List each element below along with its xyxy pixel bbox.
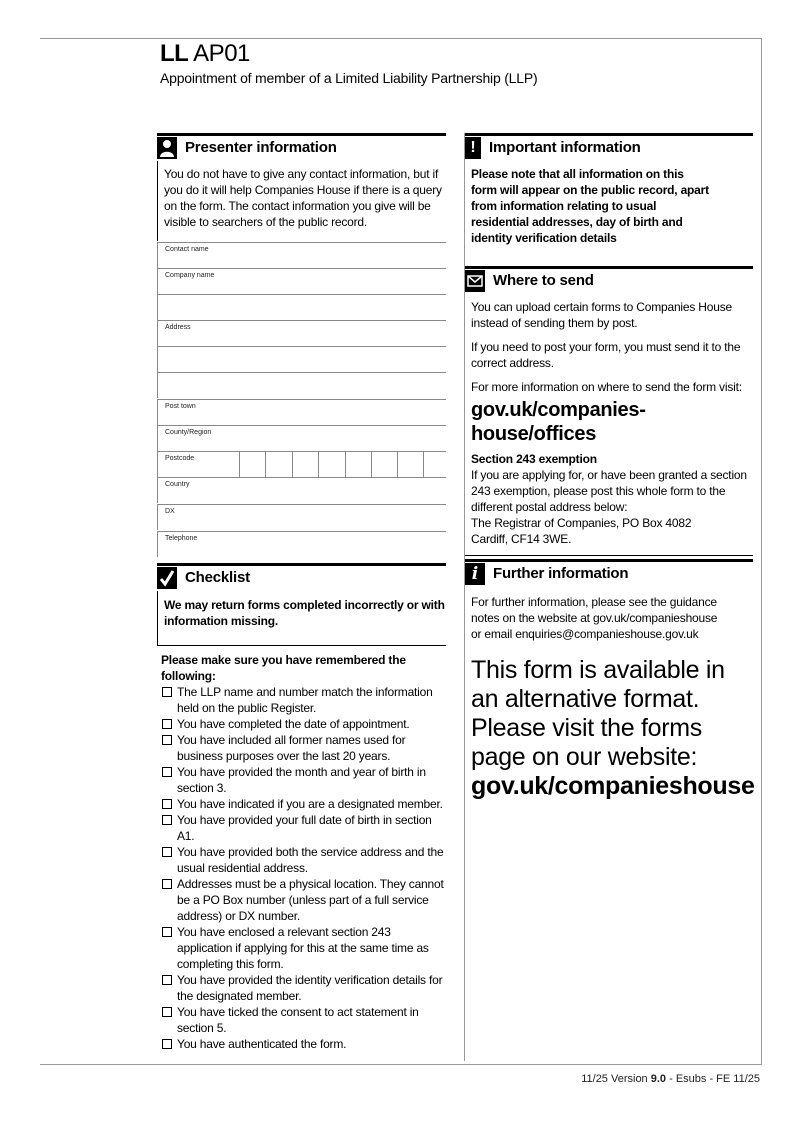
dx-field[interactable]	[157, 504, 446, 530]
further-body	[471, 594, 756, 801]
checkbox[interactable]	[162, 1039, 172, 1049]
form-header	[160, 40, 537, 87]
checklist-item-text: The LLP name and number match the information held on the public Register.	[177, 685, 433, 715]
further-title: Further information	[493, 565, 629, 582]
where-to-send-bottom-rule	[465, 555, 753, 556]
checklist-item-text: You have provided your full date of birth in section A1.	[177, 813, 432, 843]
address-field-line2[interactable]	[157, 346, 446, 372]
checklist-item-text: You have provided the identity verification details for the designated member.	[177, 973, 443, 1003]
right-rule	[761, 38, 762, 1065]
checklist-item[interactable]	[161, 812, 446, 844]
upload-note: You can upload certain forms to Companies House instead of sending them by post.	[471, 300, 732, 330]
checklist-warning-border	[157, 591, 158, 646]
presenter-title: Presenter information	[185, 139, 337, 156]
checklist-item[interactable]	[161, 876, 446, 924]
footer-date: 11/25 Version	[581, 1073, 648, 1085]
address-line-1: The Registrar of Companies, PO Box 4082	[471, 516, 692, 530]
footer-suffix: - Esubs - FE 11/25	[669, 1073, 760, 1085]
checkbox[interactable]	[162, 719, 172, 729]
presenter-header	[157, 133, 446, 159]
checkbox[interactable]	[162, 815, 172, 825]
checklist-warning-rule	[157, 645, 446, 646]
postcode-box-3[interactable]	[292, 452, 316, 477]
checkbox[interactable]	[162, 1007, 172, 1017]
top-rule	[40, 38, 762, 39]
checklist-item-text: You have indicated if you are a designated member.	[177, 797, 443, 811]
postcode-box-5[interactable]	[345, 452, 369, 477]
postcode-box-2[interactable]	[265, 452, 289, 477]
version-footer	[581, 1073, 760, 1085]
checklist-item[interactable]	[161, 972, 446, 1004]
info-icon: i	[465, 563, 485, 585]
company-name-field[interactable]	[157, 268, 446, 294]
checklist-item-text: Addresses must be a physical location. They cannot be a PO Box number (unless part of a full service address) or DX number.	[177, 877, 444, 923]
important-title: Important information	[489, 139, 641, 156]
checklist-list	[161, 684, 446, 1052]
checklist-item[interactable]	[161, 716, 446, 732]
further-line-1: For further information, please see the guidance	[471, 595, 717, 609]
bottom-rule	[40, 1064, 762, 1065]
checkbox[interactable]	[162, 927, 172, 937]
checklist-item-text: You have included all former names used for business purposes over the last 20 years.	[177, 733, 406, 763]
further-line-2: notes on the website at gov.uk/companieshouse	[471, 611, 718, 625]
postcode-box-7[interactable]	[397, 452, 421, 477]
tick-icon	[157, 567, 177, 589]
postcode-box-8[interactable]	[423, 452, 447, 477]
important-panel	[465, 133, 753, 159]
exemption-text: If you are applying for, or have been granted a section 243 exemption, please post this whole form to the different postal address below:	[471, 468, 747, 514]
form-code	[160, 40, 537, 68]
alt-format-text: This form is available in an alternative format. Please visit the forms page on our website:	[471, 656, 725, 771]
form-prefix: LL	[160, 40, 189, 67]
post-note: If you need to post your form, you must send it to the correct address.	[471, 340, 741, 370]
important-header	[465, 133, 753, 159]
post-town-field[interactable]	[157, 399, 446, 425]
checkbox[interactable]	[162, 767, 172, 777]
address-field-line3[interactable]	[157, 372, 446, 398]
postcode-label: Postcode	[165, 455, 195, 462]
checklist-title: Checklist	[185, 569, 250, 586]
postcode-box-1[interactable]	[239, 452, 263, 477]
presenter-intro-border	[157, 161, 158, 241]
more-info-note: For more information on where to send the form visit:	[471, 380, 742, 394]
checklist-item-text: You have provided both the service address and the usual residential address.	[177, 845, 444, 875]
post-town-label: Post town	[165, 403, 196, 410]
checklist-item-text: You have provided the month and year of birth in section 3.	[177, 765, 426, 795]
checklist-item[interactable]	[161, 1036, 446, 1052]
county-label: County/Region	[165, 429, 212, 436]
further-header	[465, 559, 753, 585]
checklist-item[interactable]	[161, 796, 446, 812]
checklist-item[interactable]	[161, 764, 446, 796]
checklist-item[interactable]	[161, 684, 446, 716]
exclamation-icon: !	[465, 137, 481, 159]
telephone-field[interactable]	[157, 531, 446, 557]
checklist-item-text: You have completed the date of appointment.	[177, 717, 410, 731]
county-field[interactable]	[157, 425, 446, 451]
form-number: AP01	[193, 40, 250, 67]
where-to-send-panel	[465, 266, 753, 292]
checklist-header	[157, 563, 446, 589]
checklist-item[interactable]	[161, 924, 446, 972]
checklist-item[interactable]	[161, 844, 446, 876]
country-field[interactable]	[157, 477, 446, 503]
contact-name-label: Contact name	[165, 246, 209, 253]
checkbox[interactable]	[162, 879, 172, 889]
further-line-3: or email enquiries@companieshouse.gov.uk	[471, 627, 699, 641]
country-label: Country	[165, 481, 190, 488]
footer-version: 9.0	[650, 1073, 667, 1085]
dx-label: DX	[165, 508, 175, 515]
checkbox[interactable]	[162, 847, 172, 857]
checklist-item-text: You have enclosed a relevant section 243 application if applying for this at the same time as completing this form.	[177, 925, 429, 971]
company-name-label: Company name	[165, 272, 215, 279]
postcode-box-6[interactable]	[371, 452, 395, 477]
important-text: Please note that all information on this form will appear on the public record, apart from information relating to usual residential addresses, day of birth and identity verification details	[471, 167, 709, 245]
checklist-item-text: You have ticked the consent to act statement in section 5.	[177, 1005, 419, 1035]
companieshouse-link[interactable]: gov.uk/companieshouse	[471, 772, 755, 800]
checklist-item[interactable]	[161, 1004, 446, 1036]
checklist-item[interactable]	[161, 732, 446, 764]
envelope-icon	[465, 270, 485, 292]
where-to-send-title: Where to send	[493, 272, 594, 289]
where-to-send-header	[465, 266, 753, 292]
checklist-panel	[157, 563, 446, 589]
checkbox[interactable]	[162, 975, 172, 985]
exemption-title: Section 243 exemption	[471, 452, 597, 466]
where-to-send-body	[471, 299, 753, 547]
checklist-warning: We may return forms completed incorrectly or with information missing.	[164, 598, 445, 628]
form-title: Appointment of member of a Limited Liability Partnership (LLP)	[160, 70, 538, 86]
checklist-reminder-block	[161, 652, 446, 1052]
telephone-label: Telephone	[165, 535, 198, 542]
company-name-field-line2[interactable]	[157, 294, 446, 320]
checkbox[interactable]	[162, 687, 172, 697]
address-field[interactable]	[157, 320, 446, 346]
checklist-item-text: You have authenticated the form.	[177, 1037, 347, 1051]
contact-name-field[interactable]	[157, 242, 446, 268]
further-panel	[465, 559, 753, 585]
presenter-panel	[157, 133, 446, 159]
postcode-field[interactable]	[157, 451, 446, 477]
presenter-intro: You do not have to give any contact information, but if you do it will help Companies House if there is a query on the form. The contact information you give will be visible to searchers of the public record.	[164, 167, 442, 229]
person-icon	[157, 137, 177, 159]
address-line-2: Cardiff, CF14 3WE.	[471, 532, 572, 546]
postcode-box-4[interactable]	[318, 452, 342, 477]
checkbox[interactable]	[162, 735, 172, 745]
checkbox[interactable]	[162, 799, 172, 809]
address-label: Address	[165, 324, 191, 331]
offices-link[interactable]: gov.uk/companies-house/offices	[471, 399, 646, 445]
checklist-reminder: Please make sure you have remembered the following:	[161, 653, 406, 683]
